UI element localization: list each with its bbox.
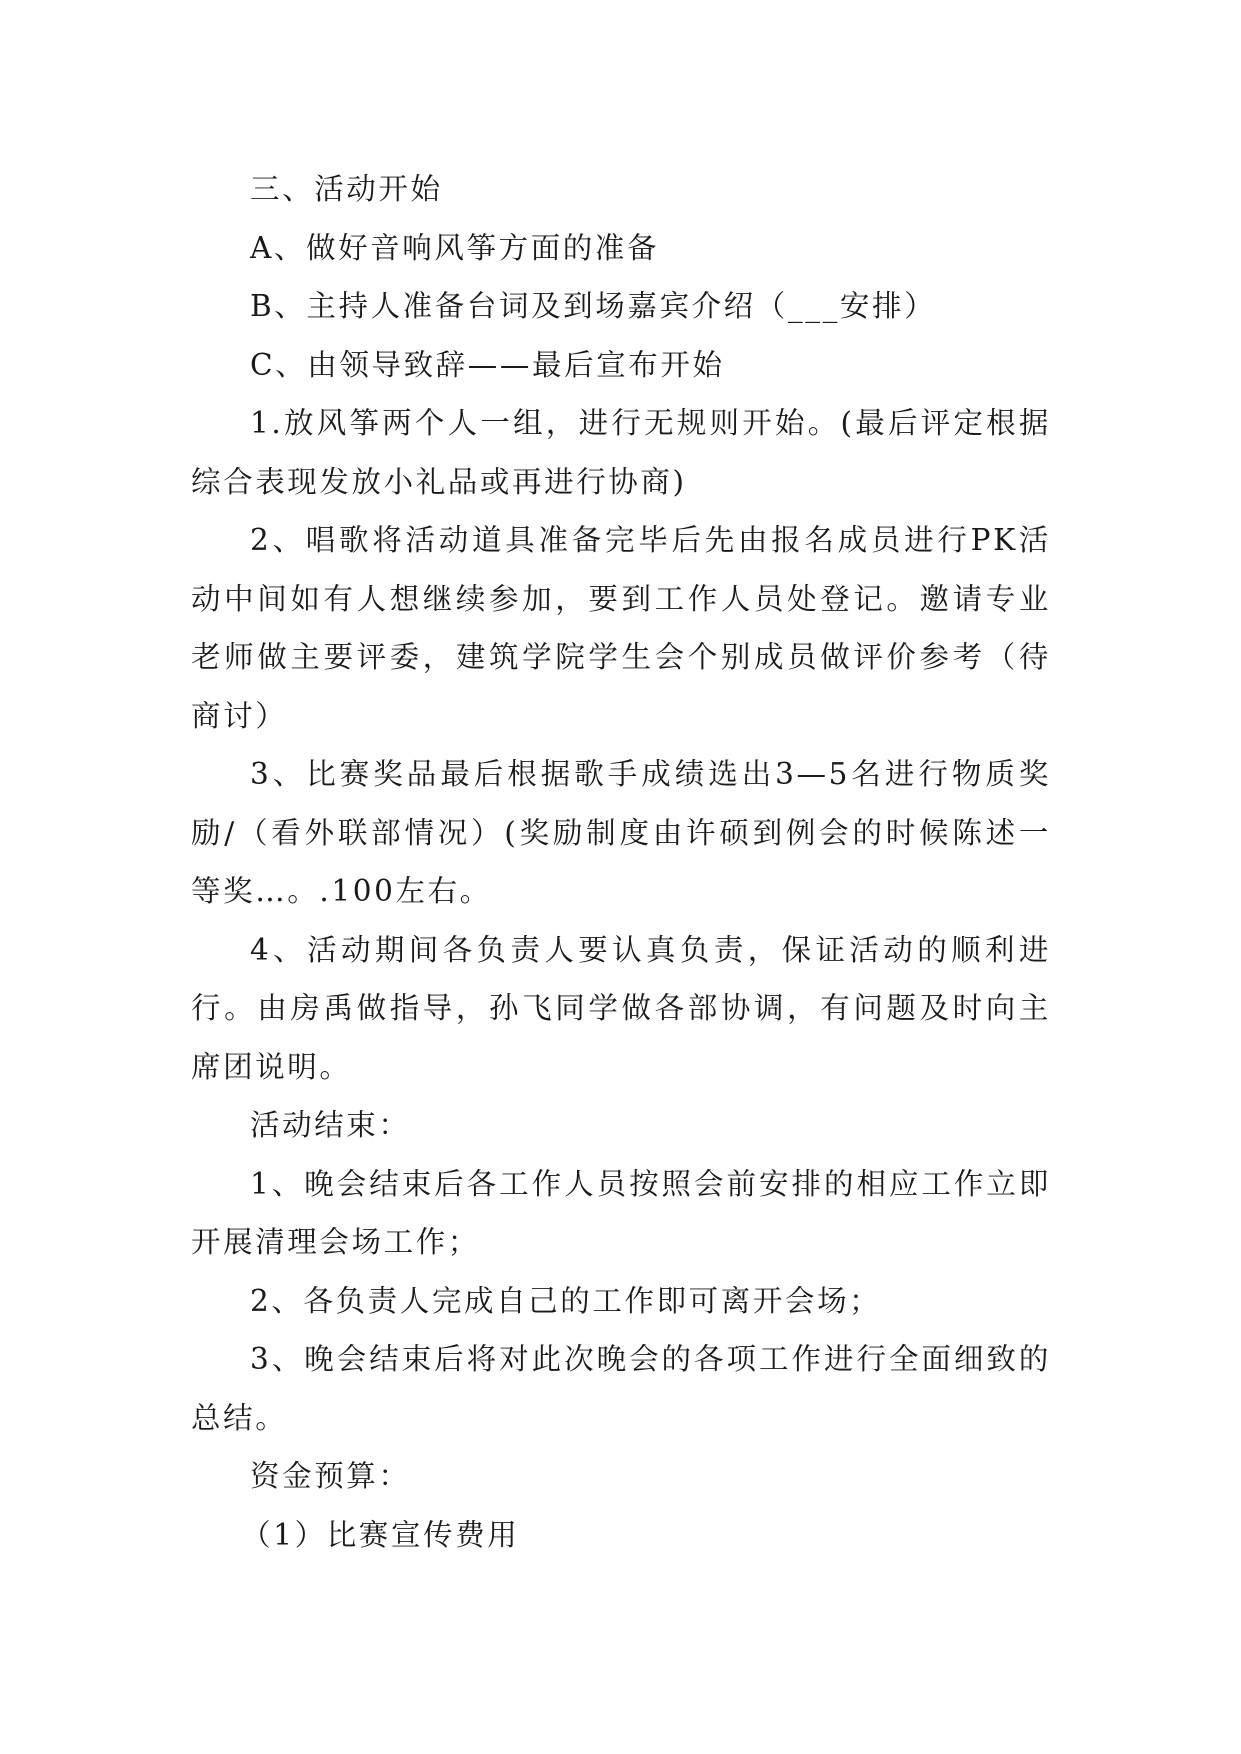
section-heading-activity-end: 活动结束： xyxy=(250,1108,411,1142)
paragraph-kite: 1.放风筝两个人一组，进行无规则开始。(最后评定根据综合表现发放小礼品或再进行协商) xyxy=(191,406,1051,499)
list-item-a: A、做好音响风筝方面的准备 xyxy=(250,230,660,265)
paragraph-singing: 2、唱歌将活动道具准备完毕后先由报名成员进行PK活动中间如有人想继续参加，要到工作人员处登记。邀请专业老师做主要评委，建筑学院学生会个别成员做评价参考（待商讨） xyxy=(191,523,1051,733)
section-heading-budget: 资金预算： xyxy=(250,1459,411,1493)
document-body xyxy=(191,160,1051,1564)
budget-item-1: （1）比赛宣传费用 xyxy=(241,1517,520,1552)
section-heading-activity-start: 三、活动开始 xyxy=(250,172,443,206)
list-item-b: B、主持人准备台词及到场嘉宾介绍（___安排） xyxy=(250,289,937,323)
paragraph-prizes: 3、比赛奖品最后根据歌手成绩选出3—5名进行物质奖励/（看外联部情况）(奖励制度由许硕到例会的时候陈述一等奖…。.100左右。 xyxy=(191,757,1051,908)
paragraph-end-3: 3、晚会结束后将对此次晚会的各项工作进行全面细致的总结。 xyxy=(191,1342,1051,1435)
list-item-c: C、由领导致辞——最后宣布开始 xyxy=(250,347,725,382)
paragraph-end-1: 1、晚会结束后各工作人员按照会前安排的相应工作立即开展清理会场工作； xyxy=(191,1166,1051,1259)
paragraph-end-2: 2、各负责人完成自己的工作即可离开会场； xyxy=(250,1283,882,1318)
paragraph-responsibility: 4、活动期间各负责人要认真负责，保证活动的顺利进行。由房禹做指导，孙飞同学做各部协调，有问题及时向主席团说明。 xyxy=(191,932,1051,1084)
